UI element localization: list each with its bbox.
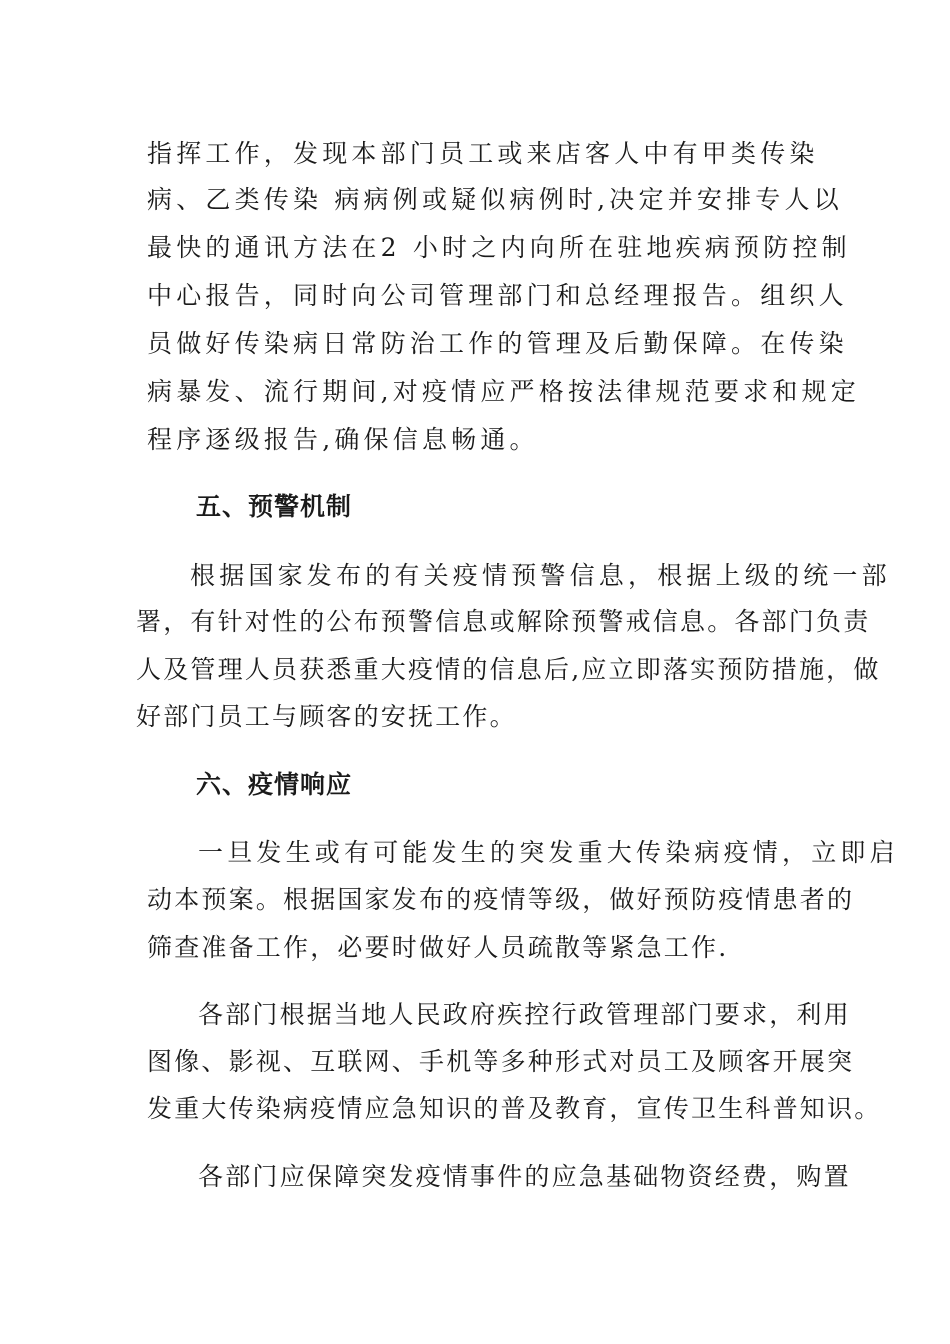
paragraph-2-line-3: 人及管理人员获悉重大疫情的信息后,应立即落实预防措施，做 — [136, 655, 881, 684]
paragraph-4-line-3: 发重大传染病疫情应急知识的普及教育，宣传卫生科普知识。 — [147, 1094, 882, 1123]
paragraph-5-line-1: 各部门应保障突发疫情事件的应急基础物资经费，购置 — [198, 1162, 851, 1191]
paragraph-1-line-2: 病、乙类传染 病病例或疑似病例时,决定并安排专人以 — [147, 185, 843, 214]
paragraph-4-line-2: 图像、影视、互联网、手机等多种形式对员工及顾客开展突 — [147, 1047, 855, 1076]
paragraph-1-line-4: 中心报告，同时向公司管理部门和总经理报告。组织人 — [147, 281, 848, 310]
paragraph-2-line-1: 根据国家发布的有关疫情预警信息，根据上级的统一部 — [190, 561, 891, 590]
section-heading-epidemic-response: 六、疫情响应 — [196, 770, 353, 799]
paragraph-2-line-4: 好部门员工与顾客的安抚工作。 — [136, 702, 517, 731]
paragraph-3-line-2: 动本预案。根据国家发布的疫情等级，做好预防疫情患者的 — [147, 885, 855, 914]
paragraph-4-line-1: 各部门根据当地人民政府疾控行政管理部门要求，利用 — [198, 1000, 851, 1029]
paragraph-1-line-1: 指挥工作，发现本部门员工或来店客人中有甲类传染 — [147, 139, 819, 168]
paragraph-3-line-3: 筛查准备工作，必要时做好人员疏散等紧急工作. — [147, 933, 729, 962]
section-heading-early-warning: 五、预警机制 — [196, 492, 353, 521]
paragraph-1-line-5: 员做好传染病日常防治工作的管理及后勤保障。在传染 — [147, 329, 848, 358]
paragraph-1-line-6: 病暴发、流行期间,对疫情应严格按法律规范要求和规定 — [147, 377, 860, 406]
paragraph-2-line-2: 署，有针对性的公布预警信息或解除预警戒信息。各部门负责 — [136, 607, 871, 636]
paragraph-3-line-1: 一旦发生或有可能发生的突发重大传染病疫情，立即启 — [198, 838, 899, 867]
paragraph-1-line-7: 程序逐级报告,确保信息畅通。 — [147, 425, 539, 454]
paragraph-1-line-3: 最快的通讯方法在2 小时之内向所在驻地疾病预防控制 — [147, 233, 851, 262]
